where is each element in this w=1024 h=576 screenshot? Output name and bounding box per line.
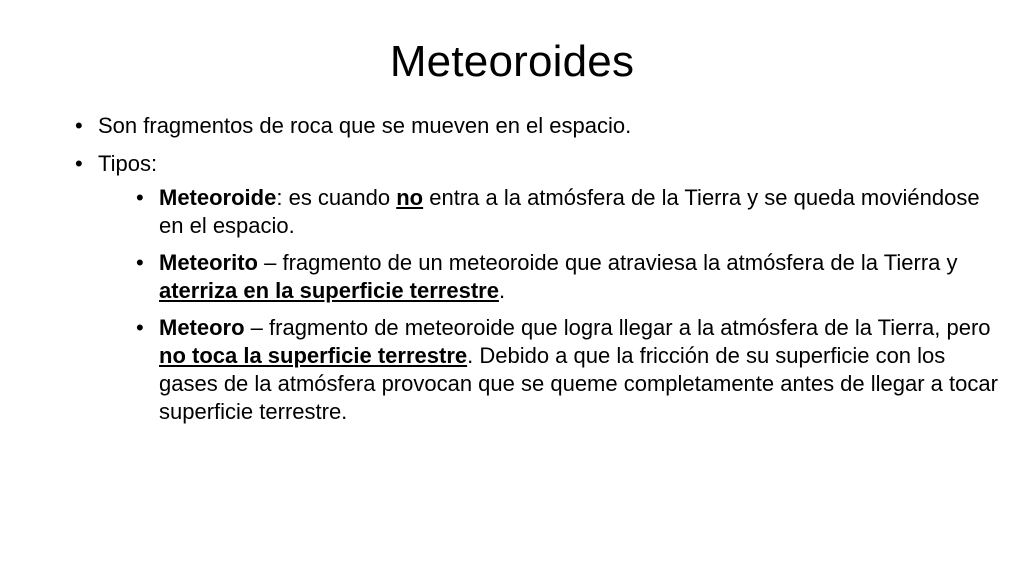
- definition-text: .: [498, 278, 506, 303]
- sub-bullet-meteoroide: [136, 184, 1009, 240]
- emphasis-text: aterriza en la superficie terrestre: [159, 278, 499, 303]
- emphasis-text: no toca la superficie terrestre: [159, 343, 468, 368]
- bullet-item-definition: [75, 112, 975, 140]
- bullet-icon: •: [75, 113, 83, 138]
- bullet-icon: •: [136, 185, 144, 210]
- definition-text: – fragmento de un meteoroide que atraviesa la atmósfera de la Tierra y: [258, 250, 958, 275]
- sub-bullet-meteorito: [136, 249, 1009, 305]
- definition-text: – fragmento de meteoroide que logra llegar a la atmósfera de la Tierra, pero: [244, 315, 991, 340]
- bullet-text: Tipos:: [98, 151, 158, 176]
- bullet-item-types: [75, 150, 998, 426]
- bullet-icon: •: [136, 250, 144, 275]
- bullet-list: [75, 112, 998, 426]
- bullet-text: Son fragmentos de roca que se mueven en el espacio.: [98, 113, 632, 138]
- definition-text: entra a la atmósfera de la Tierra y se queda moviéndose en el espacio.: [159, 185, 980, 238]
- bullet-icon: •: [75, 151, 83, 176]
- slide-content: [75, 112, 998, 426]
- bullet-icon: •: [136, 315, 144, 340]
- term-label: Meteoro: [159, 315, 245, 340]
- sub-bullet-meteoro: [136, 314, 1009, 426]
- term-label: Meteoroide: [159, 185, 277, 210]
- definition-text: . Debido a que la fricción de su superficie con los gases de la atmósfera provocan que se queme completamente antes de llegar a tocar superficie terrestre.: [159, 343, 998, 424]
- emphasis-text: no: [396, 185, 424, 210]
- types-sublist: [136, 184, 998, 426]
- term-label: Meteorito: [159, 250, 258, 275]
- slide-title: Meteoroides: [389, 37, 635, 86]
- definition-text: : es cuando: [276, 185, 397, 210]
